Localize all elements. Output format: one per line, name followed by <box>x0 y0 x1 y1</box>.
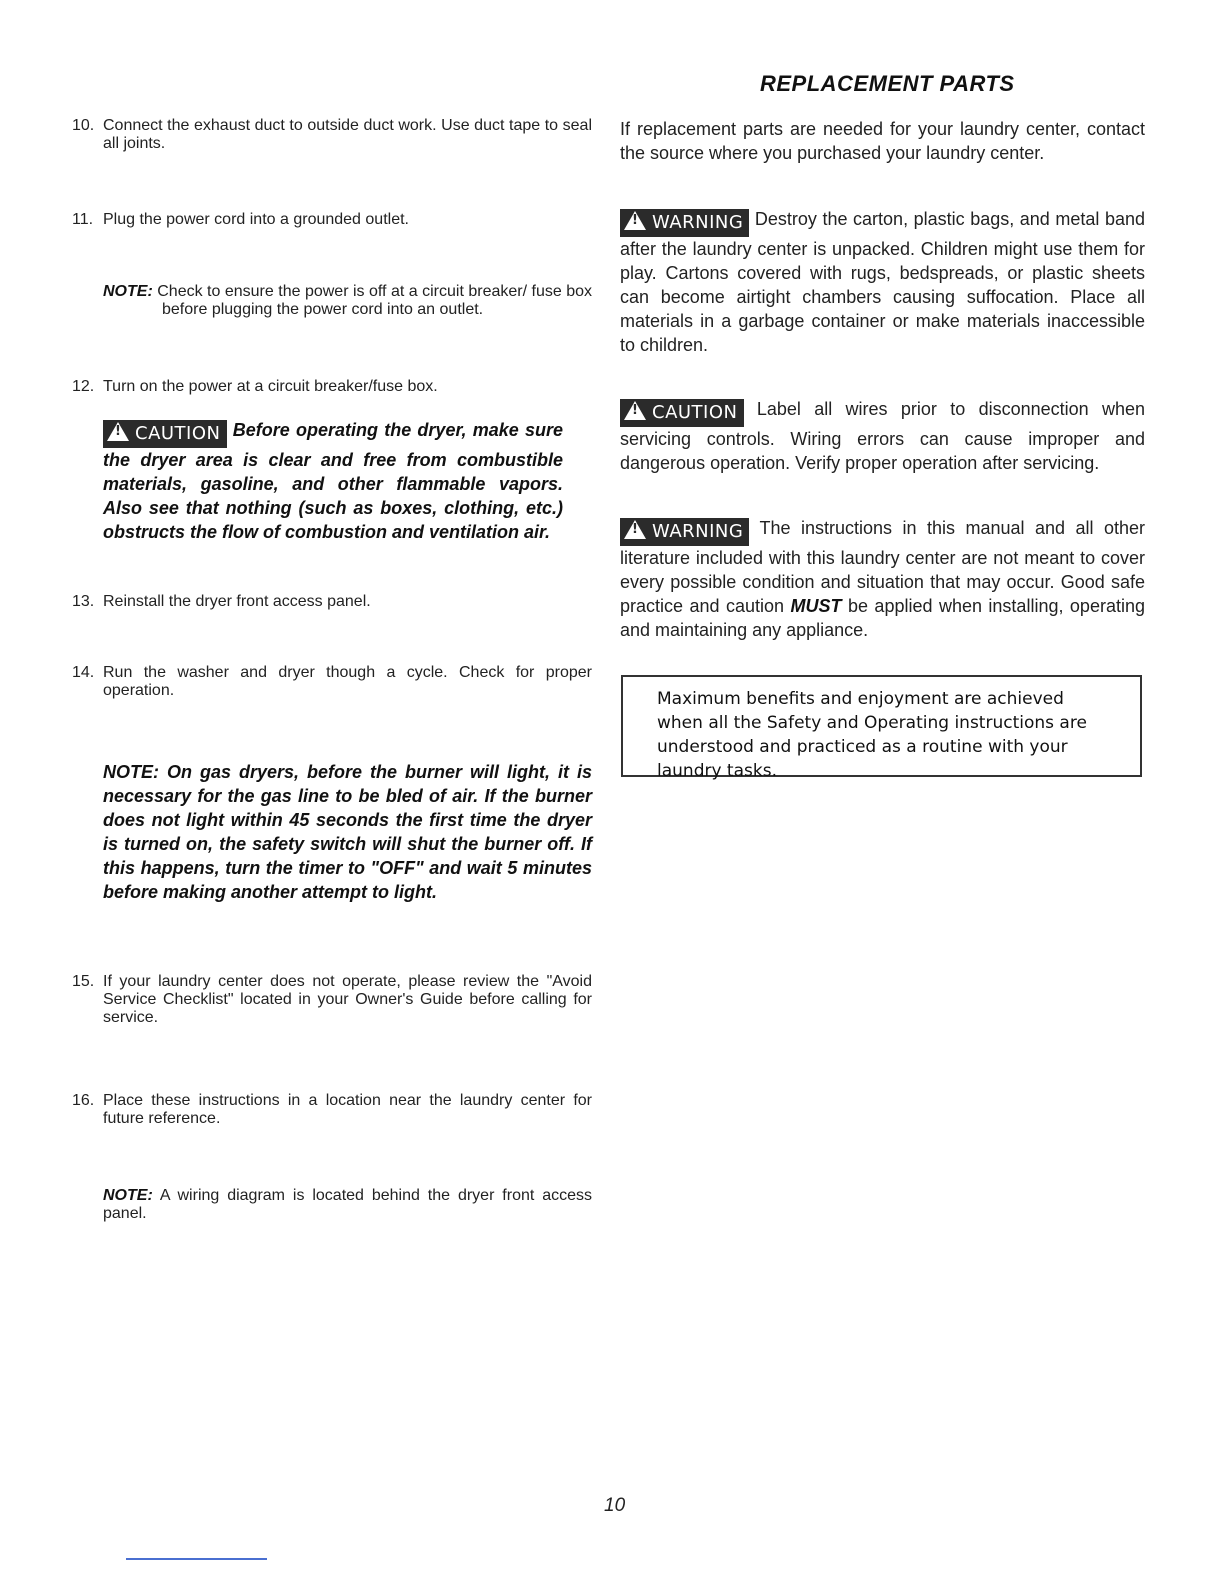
footer-rule <box>126 1558 267 1560</box>
note-body <box>103 283 592 319</box>
page-number: 10 <box>604 1495 626 1516</box>
step-16 <box>72 1092 592 1128</box>
caution-text: Label all wires prior to disconnection when servicing controls. Wiring errors can cause improper and dangerous operation. Verify proper operation after servicing. <box>620 399 1145 473</box>
badge-label: CAUTION <box>135 423 221 444</box>
warning-emphasis: MUST <box>790 596 842 616</box>
step-text: Reinstall the dryer front access panel. <box>103 593 371 610</box>
badge-label: CAUTION <box>652 402 738 423</box>
warning-triangle-icon <box>107 422 129 441</box>
replacement-intro: If replacement parts are needed for your laundry center, contact the source where you purchased your laundry center. <box>620 119 1145 163</box>
badge-label: WARNING <box>652 212 744 233</box>
caution-dryer-area <box>103 418 563 544</box>
step-12 <box>72 378 592 396</box>
step-14 <box>72 664 592 700</box>
warning-triangle-icon <box>624 401 646 420</box>
step-number: 10. <box>72 117 95 134</box>
note-text: NOTE: On gas dryers, before the burner will light, it is necessary for the gas line to be bled of air. If the burner does not light within 45 seconds the first time the dryer is turned on, the safety switch will shut the burner off. If this happens, turn the timer to "OFF" and wait 5 minutes before making another attempt to light. <box>103 762 592 902</box>
step-number: 15. <box>72 973 95 990</box>
step-text: Place these instructions in a location near the laundry center for future reference. <box>103 1092 592 1127</box>
benefits-text: Maximum benefits and enjoyment are achieved when all the Safety and Operating instructions are understood and practiced as a routine with your laundry tasks. <box>657 689 1087 781</box>
note-wiring-diagram <box>103 1187 592 1223</box>
note-label: NOTE: <box>103 283 153 300</box>
note-text: Check to ensure the power is off at a circuit breaker/ fuse box before plugging the power cord into an outlet. <box>157 283 593 318</box>
warning-carton <box>620 207 1145 357</box>
note-gas-dryers <box>103 760 592 904</box>
note-body <box>103 1187 592 1223</box>
warning-triangle-icon <box>624 520 646 539</box>
badge-label: WARNING <box>652 521 744 542</box>
note-text: A wiring diagram is located behind the dryer front access panel. <box>103 1187 593 1222</box>
warning-text-before: The instructions in this manual and all other literature included with this laundry center are not meant to cover every possible condition and situation that may occur. Good safe practice and caution <box>620 518 1145 616</box>
warning-badge <box>620 518 749 546</box>
step-number: 12. <box>72 378 95 395</box>
step-text: Turn on the power at a circuit breaker/fuse box. <box>103 378 438 395</box>
step-number: 16. <box>72 1092 95 1109</box>
step-text: Run the washer and dryer though a cycle. Check for proper operation. <box>103 664 592 699</box>
step-13 <box>72 593 592 611</box>
step-number: 11. <box>72 211 94 228</box>
note-power-off <box>103 283 592 319</box>
benefits-box <box>621 675 1142 781</box>
caution-wires <box>620 397 1145 475</box>
caution-text: Before operating the dryer, make sure the dryer area is clear and free from combustible materials, gasoline, and other flammable vapors. Also see that nothing (such as boxes, clothing, etc.) obstructs the flow of combustion and ventilation air. <box>103 420 563 542</box>
warning-text: Destroy the carton, plastic bags, and metal band after the laundry center is unpacked. Children might use them for play. Cartons covered with rugs, bedspreads, or plastic sheets can become airtight chambers causing suffocation. Place all materials in a garbage container or make materials inaccessible to children. <box>620 209 1145 355</box>
caution-badge <box>620 399 744 427</box>
warning-instructions <box>620 516 1145 642</box>
caution-badge <box>103 420 227 448</box>
step-10 <box>72 117 592 153</box>
step-text: Plug the power cord into a grounded outlet. <box>103 211 409 228</box>
warning-text-after: be applied when installing, operating and maintaining any appliance. <box>620 596 1145 640</box>
step-11 <box>72 211 592 229</box>
note-label: NOTE: <box>103 1187 153 1204</box>
step-number: 13. <box>72 593 95 610</box>
warning-triangle-icon <box>624 211 646 230</box>
section-heading: REPLACEMENT PARTS <box>760 71 1015 96</box>
step-15 <box>72 973 592 1027</box>
warning-badge <box>620 209 749 237</box>
step-number: 14. <box>72 664 95 681</box>
step-text: Connect the exhaust duct to outside duct work. Use duct tape to seal all joints. <box>103 117 592 152</box>
step-text: If your laundry center does not operate, please review the "Avoid Service Checklist" located in your Owner's Guide before calling for service. <box>103 973 592 1026</box>
